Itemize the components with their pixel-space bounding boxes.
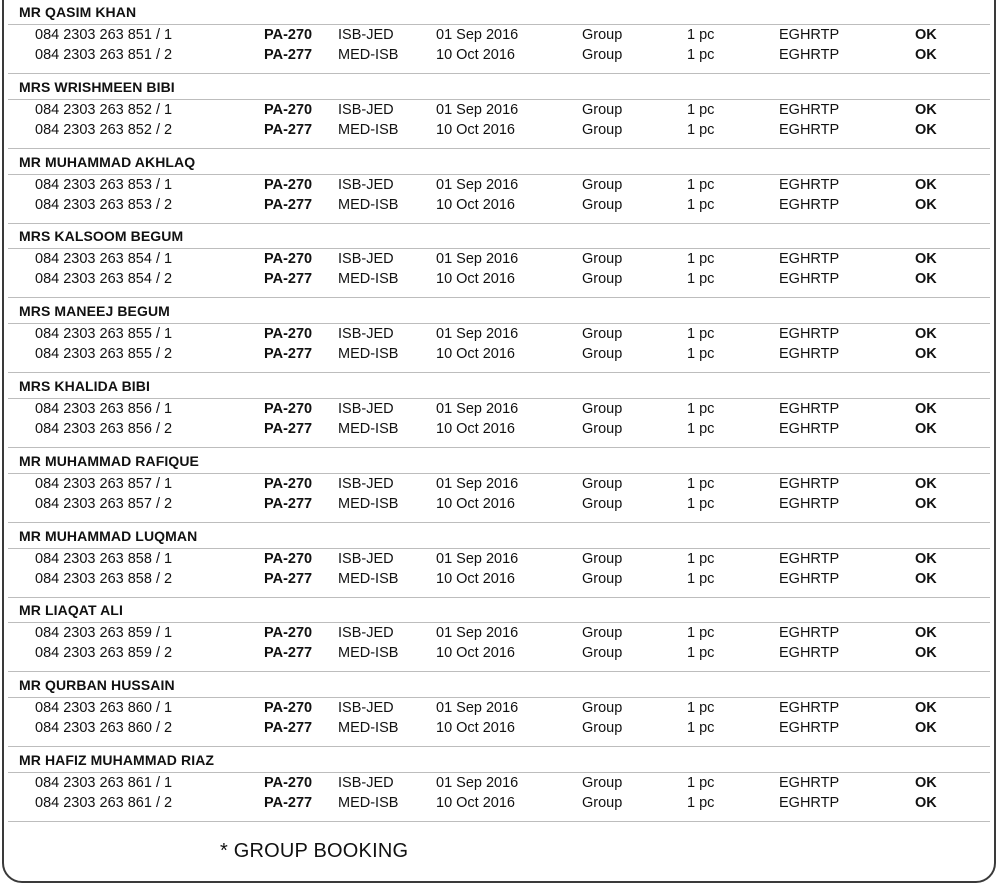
ticket-number: 084 2303 263 860 / 2 bbox=[35, 720, 173, 737]
flight-number: PA-270 bbox=[264, 700, 313, 717]
travel-date: 10 Oct 2016 bbox=[436, 794, 515, 811]
baggage-allowance: 1 pc bbox=[687, 700, 715, 717]
divider bbox=[8, 248, 990, 249]
travel-date: 01 Sep 2016 bbox=[436, 475, 519, 492]
fare-class: Group bbox=[582, 121, 623, 138]
status-label: OK bbox=[915, 625, 937, 642]
divider bbox=[8, 622, 990, 623]
fare-class: Group bbox=[582, 720, 623, 737]
booking-code: EGHRTP bbox=[779, 700, 840, 717]
status-label: OK bbox=[915, 326, 937, 343]
baggage-allowance: 1 pc bbox=[687, 346, 715, 363]
group-booking-note: * GROUP BOOKING bbox=[220, 840, 409, 862]
passenger-block bbox=[8, 524, 990, 599]
passenger-name: MR MUHAMMAD LUQMAN bbox=[19, 527, 198, 544]
divider bbox=[8, 99, 990, 100]
travel-date: 01 Sep 2016 bbox=[436, 251, 519, 268]
status-label: OK bbox=[915, 101, 937, 118]
ticket-segment-row bbox=[8, 251, 990, 271]
fare-class: Group bbox=[582, 251, 623, 268]
ticket-number: 084 2303 263 858 / 1 bbox=[35, 550, 173, 567]
booking-code: EGHRTP bbox=[779, 645, 840, 662]
route: ISB-JED bbox=[338, 101, 394, 118]
ticket-segment-row bbox=[8, 720, 990, 740]
divider bbox=[8, 398, 990, 399]
ticket-segment-row bbox=[8, 271, 990, 291]
flight-number: PA-270 bbox=[264, 550, 313, 567]
ticket-number: 084 2303 263 854 / 2 bbox=[35, 271, 173, 288]
baggage-allowance: 1 pc bbox=[687, 27, 715, 43]
status-label: OK bbox=[915, 271, 937, 288]
ticket-segment-row bbox=[8, 122, 990, 142]
passenger-block bbox=[8, 224, 990, 299]
passenger-name: MR MUHAMMAD AKHLAQ bbox=[19, 153, 196, 170]
travel-date: 10 Oct 2016 bbox=[436, 420, 515, 437]
flight-number: PA-270 bbox=[264, 27, 313, 43]
route: MED-ISB bbox=[338, 570, 399, 587]
status-label: OK bbox=[915, 550, 937, 567]
ticket-number: 084 2303 263 853 / 2 bbox=[35, 196, 173, 213]
flight-number: PA-270 bbox=[264, 475, 313, 492]
fare-class: Group bbox=[582, 774, 623, 791]
status-label: OK bbox=[915, 196, 937, 213]
booking-code: EGHRTP bbox=[779, 400, 840, 417]
baggage-allowance: 1 pc bbox=[687, 774, 715, 791]
flight-number: PA-277 bbox=[264, 495, 313, 512]
passenger-block bbox=[8, 75, 990, 150]
ticket-segment-row bbox=[8, 625, 990, 645]
travel-date: 01 Sep 2016 bbox=[436, 326, 519, 343]
status-label: OK bbox=[915, 27, 937, 43]
status-label: OK bbox=[915, 700, 937, 717]
travel-date: 01 Sep 2016 bbox=[436, 550, 519, 567]
route: MED-ISB bbox=[338, 420, 399, 437]
travel-date: 10 Oct 2016 bbox=[436, 271, 515, 288]
fare-class: Group bbox=[582, 495, 623, 512]
baggage-allowance: 1 pc bbox=[687, 720, 715, 737]
ticket-segment-row bbox=[8, 401, 990, 421]
booking-code: EGHRTP bbox=[779, 625, 840, 642]
route: MED-ISB bbox=[338, 47, 399, 63]
flight-number: PA-277 bbox=[264, 420, 313, 437]
route: ISB-JED bbox=[338, 176, 394, 193]
route: ISB-JED bbox=[338, 400, 394, 417]
baggage-allowance: 1 pc bbox=[687, 794, 715, 811]
passenger-block bbox=[8, 374, 990, 449]
booking-code: EGHRTP bbox=[779, 121, 840, 138]
baggage-allowance: 1 pc bbox=[687, 176, 715, 193]
status-label: OK bbox=[915, 420, 937, 437]
route: MED-ISB bbox=[338, 346, 399, 363]
booking-code: EGHRTP bbox=[779, 326, 840, 343]
ticket-segment-row bbox=[8, 476, 990, 496]
divider bbox=[8, 174, 990, 175]
route: ISB-JED bbox=[338, 27, 394, 43]
ticket-number: 084 2303 263 857 / 2 bbox=[35, 495, 173, 512]
booking-code: EGHRTP bbox=[779, 196, 840, 213]
fare-class: Group bbox=[582, 420, 623, 437]
travel-date: 10 Oct 2016 bbox=[436, 495, 515, 512]
booking-code: EGHRTP bbox=[779, 176, 840, 193]
flight-number: PA-277 bbox=[264, 47, 313, 63]
flight-number: PA-277 bbox=[264, 720, 313, 737]
fare-class: Group bbox=[582, 700, 623, 717]
passenger-name: MR MUHAMMAD RAFIQUE bbox=[19, 452, 199, 469]
fare-class: Group bbox=[582, 475, 623, 492]
booking-code: EGHRTP bbox=[779, 27, 840, 43]
status-label: OK bbox=[915, 47, 937, 63]
ticket-segment-row bbox=[8, 571, 990, 591]
passenger-block bbox=[8, 150, 990, 225]
passenger-block bbox=[8, 673, 990, 748]
ticket-segment-row bbox=[8, 775, 990, 795]
ticket-number: 084 2303 263 852 / 2 bbox=[35, 121, 173, 138]
baggage-allowance: 1 pc bbox=[687, 271, 715, 288]
baggage-allowance: 1 pc bbox=[687, 420, 715, 437]
flight-number: PA-277 bbox=[264, 570, 313, 587]
baggage-allowance: 1 pc bbox=[687, 400, 715, 417]
flight-number: PA-270 bbox=[264, 625, 313, 642]
route: ISB-JED bbox=[338, 251, 394, 268]
travel-date: 10 Oct 2016 bbox=[436, 645, 515, 662]
route: MED-ISB bbox=[338, 495, 399, 512]
ticket-number: 084 2303 263 857 / 1 bbox=[35, 475, 173, 492]
booking-code: EGHRTP bbox=[779, 720, 840, 737]
ticket-number: 084 2303 263 851 / 2 bbox=[35, 47, 173, 63]
travel-date: 10 Oct 2016 bbox=[436, 121, 515, 138]
flight-number: PA-270 bbox=[264, 326, 313, 343]
fare-class: Group bbox=[582, 326, 623, 343]
baggage-allowance: 1 pc bbox=[687, 101, 715, 118]
ticket-segment-row bbox=[8, 102, 990, 122]
status-label: OK bbox=[915, 346, 937, 363]
route: ISB-JED bbox=[338, 326, 394, 343]
divider bbox=[8, 24, 990, 25]
fare-class: Group bbox=[582, 101, 623, 118]
fare-class: Group bbox=[582, 570, 623, 587]
flight-number: PA-270 bbox=[264, 176, 313, 193]
ticket-segment-row bbox=[8, 421, 990, 441]
divider bbox=[8, 697, 990, 698]
booking-code: EGHRTP bbox=[779, 570, 840, 587]
booking-code: EGHRTP bbox=[779, 251, 840, 268]
flight-number: PA-277 bbox=[264, 271, 313, 288]
travel-date: 01 Sep 2016 bbox=[436, 774, 519, 791]
passenger-name: MR HAFIZ MUHAMMAD RIAZ bbox=[19, 751, 215, 768]
baggage-allowance: 1 pc bbox=[687, 495, 715, 512]
baggage-allowance: 1 pc bbox=[687, 570, 715, 587]
booking-code: EGHRTP bbox=[779, 475, 840, 492]
ticket-number: 084 2303 263 859 / 2 bbox=[35, 645, 173, 662]
ticket-number: 084 2303 263 852 / 1 bbox=[35, 101, 173, 118]
divider bbox=[8, 772, 990, 773]
ticket-segment-row bbox=[8, 326, 990, 346]
travel-date: 10 Oct 2016 bbox=[436, 346, 515, 363]
ticket-number: 084 2303 263 854 / 1 bbox=[35, 251, 173, 268]
baggage-allowance: 1 pc bbox=[687, 475, 715, 492]
divider bbox=[8, 323, 990, 324]
fare-class: Group bbox=[582, 27, 623, 43]
ticket-segment-row bbox=[8, 795, 990, 815]
fare-class: Group bbox=[582, 47, 623, 63]
status-label: OK bbox=[915, 251, 937, 268]
travel-date: 01 Sep 2016 bbox=[436, 400, 519, 417]
status-label: OK bbox=[915, 570, 937, 587]
route: ISB-JED bbox=[338, 625, 394, 642]
ticket-number: 084 2303 263 856 / 1 bbox=[35, 400, 173, 417]
ticket-number: 084 2303 263 855 / 1 bbox=[35, 326, 173, 343]
travel-date: 01 Sep 2016 bbox=[436, 101, 519, 118]
passenger-block bbox=[8, 748, 990, 823]
route: ISB-JED bbox=[338, 700, 394, 717]
status-label: OK bbox=[915, 495, 937, 512]
fare-class: Group bbox=[582, 196, 623, 213]
status-label: OK bbox=[915, 645, 937, 662]
booking-code: EGHRTP bbox=[779, 774, 840, 791]
baggage-allowance: 1 pc bbox=[687, 251, 715, 268]
fare-class: Group bbox=[582, 645, 623, 662]
ticket-number: 084 2303 263 855 / 2 bbox=[35, 346, 173, 363]
route: MED-ISB bbox=[338, 720, 399, 737]
travel-date: 10 Oct 2016 bbox=[436, 570, 515, 587]
ticket-segment-row bbox=[8, 496, 990, 516]
booking-code: EGHRTP bbox=[779, 47, 840, 63]
fare-class: Group bbox=[582, 176, 623, 193]
divider bbox=[8, 548, 990, 549]
ticket-segment-row bbox=[8, 27, 990, 47]
booking-code: EGHRTP bbox=[779, 420, 840, 437]
travel-date: 10 Oct 2016 bbox=[436, 47, 515, 63]
booking-code: EGHRTP bbox=[779, 101, 840, 118]
status-label: OK bbox=[915, 400, 937, 417]
travel-date: 10 Oct 2016 bbox=[436, 720, 515, 737]
fare-class: Group bbox=[582, 400, 623, 417]
passenger-name: MRS KALSOOM BEGUM bbox=[19, 228, 184, 245]
passenger-name: MR LIAQAT ALI bbox=[19, 602, 123, 619]
flight-number: PA-270 bbox=[264, 400, 313, 417]
booking-code: EGHRTP bbox=[779, 550, 840, 567]
route: ISB-JED bbox=[338, 550, 394, 567]
passenger-block bbox=[8, 0, 990, 75]
passenger-name: MR QURBAN HUSSAIN bbox=[19, 677, 175, 694]
ticket-segment-row bbox=[8, 346, 990, 366]
route: MED-ISB bbox=[338, 271, 399, 288]
flight-number: PA-270 bbox=[264, 774, 313, 791]
travel-date: 01 Sep 2016 bbox=[436, 625, 519, 642]
ticket-number: 084 2303 263 856 / 2 bbox=[35, 420, 173, 437]
passenger-name: MRS KHALIDA BIBI bbox=[19, 377, 150, 394]
fare-class: Group bbox=[582, 794, 623, 811]
passenger-name: MR QASIM KHAN bbox=[19, 4, 137, 20]
flight-number: PA-270 bbox=[264, 251, 313, 268]
passenger-block bbox=[8, 299, 990, 374]
flight-number: PA-277 bbox=[264, 196, 313, 213]
flight-number: PA-270 bbox=[264, 101, 313, 118]
status-label: OK bbox=[915, 176, 937, 193]
ticket-segment-row bbox=[8, 197, 990, 217]
flight-number: PA-277 bbox=[264, 346, 313, 363]
flight-number: PA-277 bbox=[264, 121, 313, 138]
ticket-number: 084 2303 263 859 / 1 bbox=[35, 625, 173, 642]
ticket-segment-row bbox=[8, 551, 990, 571]
divider bbox=[8, 821, 990, 822]
booking-code: EGHRTP bbox=[779, 346, 840, 363]
passenger-block bbox=[8, 449, 990, 524]
passenger-block bbox=[8, 598, 990, 673]
fare-class: Group bbox=[582, 271, 623, 288]
baggage-allowance: 1 pc bbox=[687, 645, 715, 662]
ticket-number: 084 2303 263 853 / 1 bbox=[35, 176, 173, 193]
route: MED-ISB bbox=[338, 121, 399, 138]
passenger-name: MRS WRISHMEEN BIBI bbox=[19, 78, 175, 95]
passenger-list bbox=[8, 0, 990, 823]
baggage-allowance: 1 pc bbox=[687, 196, 715, 213]
baggage-allowance: 1 pc bbox=[687, 625, 715, 642]
ticket-segment-row bbox=[8, 645, 990, 665]
baggage-allowance: 1 pc bbox=[687, 326, 715, 343]
fare-class: Group bbox=[582, 625, 623, 642]
booking-code: EGHRTP bbox=[779, 271, 840, 288]
divider bbox=[8, 473, 990, 474]
travel-date: 10 Oct 2016 bbox=[436, 196, 515, 213]
status-label: OK bbox=[915, 121, 937, 138]
status-label: OK bbox=[915, 774, 937, 791]
route: MED-ISB bbox=[338, 196, 399, 213]
booking-code: EGHRTP bbox=[779, 794, 840, 811]
travel-date: 01 Sep 2016 bbox=[436, 700, 519, 717]
route: MED-ISB bbox=[338, 645, 399, 662]
ticket-segment-row bbox=[8, 177, 990, 197]
status-label: OK bbox=[915, 720, 937, 737]
ticket-number: 084 2303 263 851 / 1 bbox=[35, 27, 173, 43]
travel-date: 01 Sep 2016 bbox=[436, 176, 519, 193]
baggage-allowance: 1 pc bbox=[687, 121, 715, 138]
baggage-allowance: 1 pc bbox=[687, 47, 715, 63]
booking-code: EGHRTP bbox=[779, 495, 840, 512]
fare-class: Group bbox=[582, 346, 623, 363]
route: MED-ISB bbox=[338, 794, 399, 811]
ticket-number: 084 2303 263 861 / 1 bbox=[35, 774, 173, 791]
ticket-segment-row bbox=[8, 47, 990, 67]
route: ISB-JED bbox=[338, 774, 394, 791]
passenger-name: MRS MANEEJ BEGUM bbox=[19, 303, 170, 320]
travel-date: 01 Sep 2016 bbox=[436, 27, 519, 43]
fare-class: Group bbox=[582, 550, 623, 567]
ticket-number: 084 2303 263 858 / 2 bbox=[35, 570, 173, 587]
status-label: OK bbox=[915, 794, 937, 811]
flight-number: PA-277 bbox=[264, 645, 313, 662]
status-label: OK bbox=[915, 475, 937, 492]
route: ISB-JED bbox=[338, 475, 394, 492]
baggage-allowance: 1 pc bbox=[687, 550, 715, 567]
ticket-segment-row bbox=[8, 700, 990, 720]
ticket-number: 084 2303 263 860 / 1 bbox=[35, 700, 173, 717]
ticket-number: 084 2303 263 861 / 2 bbox=[35, 794, 173, 811]
flight-number: PA-277 bbox=[264, 794, 313, 811]
